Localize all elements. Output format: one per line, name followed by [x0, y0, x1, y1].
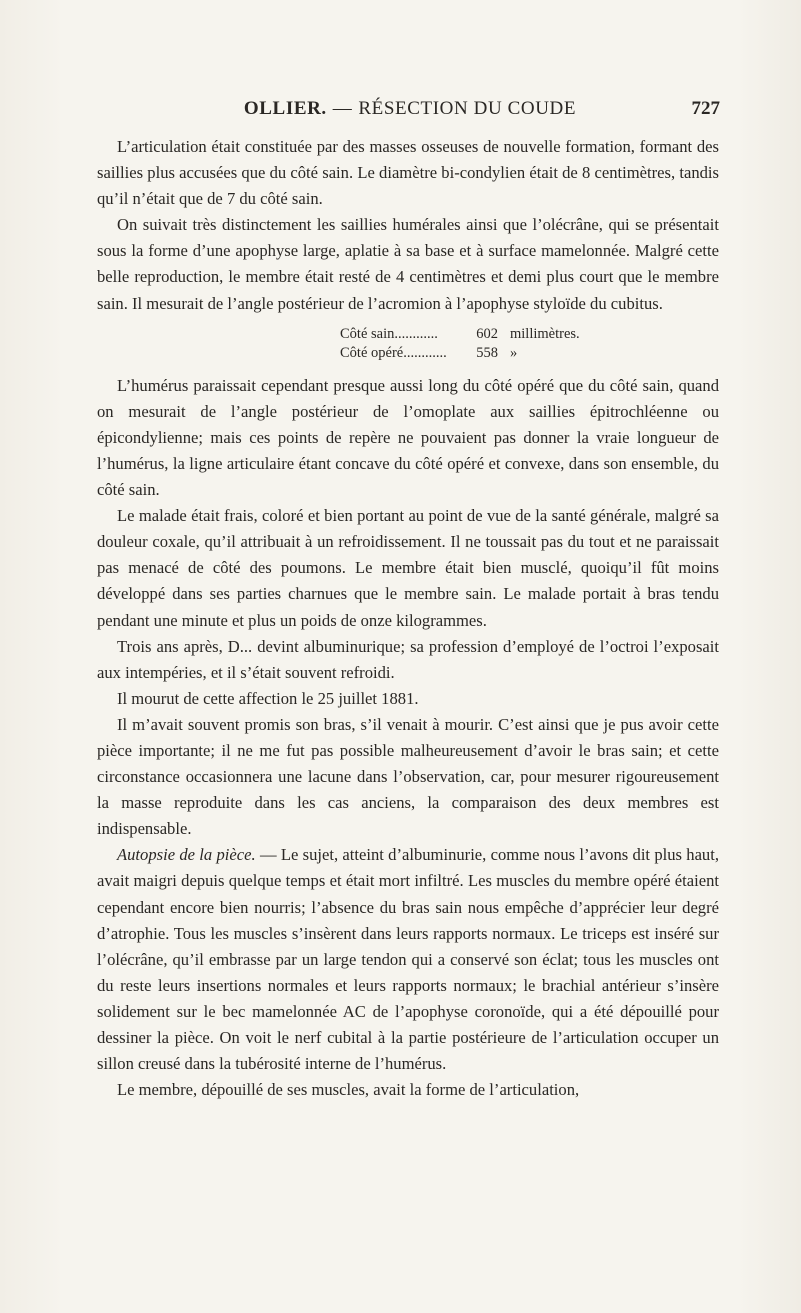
page-header — [100, 98, 720, 128]
measurement-value: 602 — [476, 325, 498, 342]
running-head-separator: — — [332, 98, 353, 119]
page-number: 727 — [691, 98, 720, 119]
running-head-author: OLLIER. — [243, 98, 327, 119]
body-text — [97, 134, 719, 1103]
running-head — [100, 98, 720, 120]
measurement-label: Côté opéré............ — [340, 344, 447, 361]
paragraph: Trois ans après, D... devint albuminurique; sa profession d’employé de l’octroi l’exposait aux intempéries, et il s’était souvent refroidi. — [97, 636, 719, 682]
autopsy-text: — Le sujet, atteint d’albuminurie, comme nous l’avons dit plus haut, avait maigri depuis quelque temps et était mort infiltré. Les muscles du membre opéré étaient cependant encore bien nourris; l’absence du bras sain nous empêche d’apprécier leur degré d’atrophie. Tous les muscles s’insèrent dans leurs rapports normaux. Le triceps est inséré sur l’olécrâne, qu’il embrasse par un large tendon qui a conservé son éclat; tous les muscles ont du reste leurs insertions normales et leurs rapports normaux; le brachial antérieur s’insère solidement sur le bec mamelonnée AC de l’apophyse coronoïde, qui a été dépouillé pour dessiner la pièce. On voit le nerf cubital à la partie postérieure de l’articulation occuper un sillon creusé dans la tubérosité interne de l’humérus. — [97, 845, 719, 1074]
measurement-table — [97, 325, 719, 363]
paragraph: L’articulation était constituée par des masses osseuses de nouvelle formation, formant des saillies plus accusées que du côté sain. Le diamètre bi-condylien était de 8 centimètres, tandis qu’il n’était que de 7 du côté sain. — [97, 137, 719, 209]
running-head-title: RÉSECTION DU COUDE — [358, 98, 577, 119]
measurement-label: Côté sain............ — [340, 325, 438, 342]
measurement-row — [97, 344, 719, 363]
paragraph: Il m’avait souvent promis son bras, s’il venait à mourir. C’est ainsi que je pus avoir cette pièce importante; il ne me fut pas possible malheureusement d’avoir le bras sain; et cette circonstance occasionnera une lacune dans l’observation, car, pour mesurer rigoureusement la masse reproduite dans les cas anciens, la comparaison des deux membres est indispensable. — [97, 714, 719, 839]
autopsy-heading: Autopsie de la pièce. — [117, 845, 256, 865]
measurement-value: 558 — [476, 344, 498, 361]
measurement-unit: millimètres. — [510, 325, 580, 342]
paragraph: Il mourut de cette affection le 25 juillet 1881. — [117, 688, 419, 708]
paragraph: Le membre, dépouillé de ses muscles, avait la forme de l’articulation, — [117, 1080, 580, 1100]
measurement-unit: » — [510, 344, 518, 361]
paragraph: Le malade était frais, coloré et bien portant au point de vue de la santé générale, malgré sa douleur coxale, qu’il attribuait à un refroidissement. Il ne toussait pas du tout et ne paraissait pas menacé de côté des poumons. Le membre était bien musclé, quoiqu’il fût moins développé dans ses parties charnues que le membre sain. Le malade portait à bras tendu pendant une minute et plus un poids de onze kilogrammes. — [97, 506, 719, 630]
paragraph: L’humérus paraissait cependant presque aussi long du côté opéré que du côté sain, quand on mesurait de l’angle postérieur de l’omoplate aux saillies épitrochléenne ou épicondylienne; mais ces points de repère ne pouvaient pas donner la vraie longueur de l’humérus, la ligne articulaire étant concave du côté opéré et convexe, dans son ensemble, du côté sain. — [97, 375, 719, 500]
autopsy-paragraph — [97, 842, 719, 1077]
paragraph: On suivait très distinctement les saillies humérales ainsi que l’olécrâne, qui se présentait sous la forme d’une apophyse large, aplatie à sa base et à surface mamelonnée. Malgré cette belle reproduction, le membre était resté de 4 centimètres et demi plus court que le membre sain. Il mesurait de l’angle postérieur de l’acromion à l’apophyse styloïde du cubitus. — [97, 215, 719, 313]
measurement-row — [97, 325, 719, 344]
